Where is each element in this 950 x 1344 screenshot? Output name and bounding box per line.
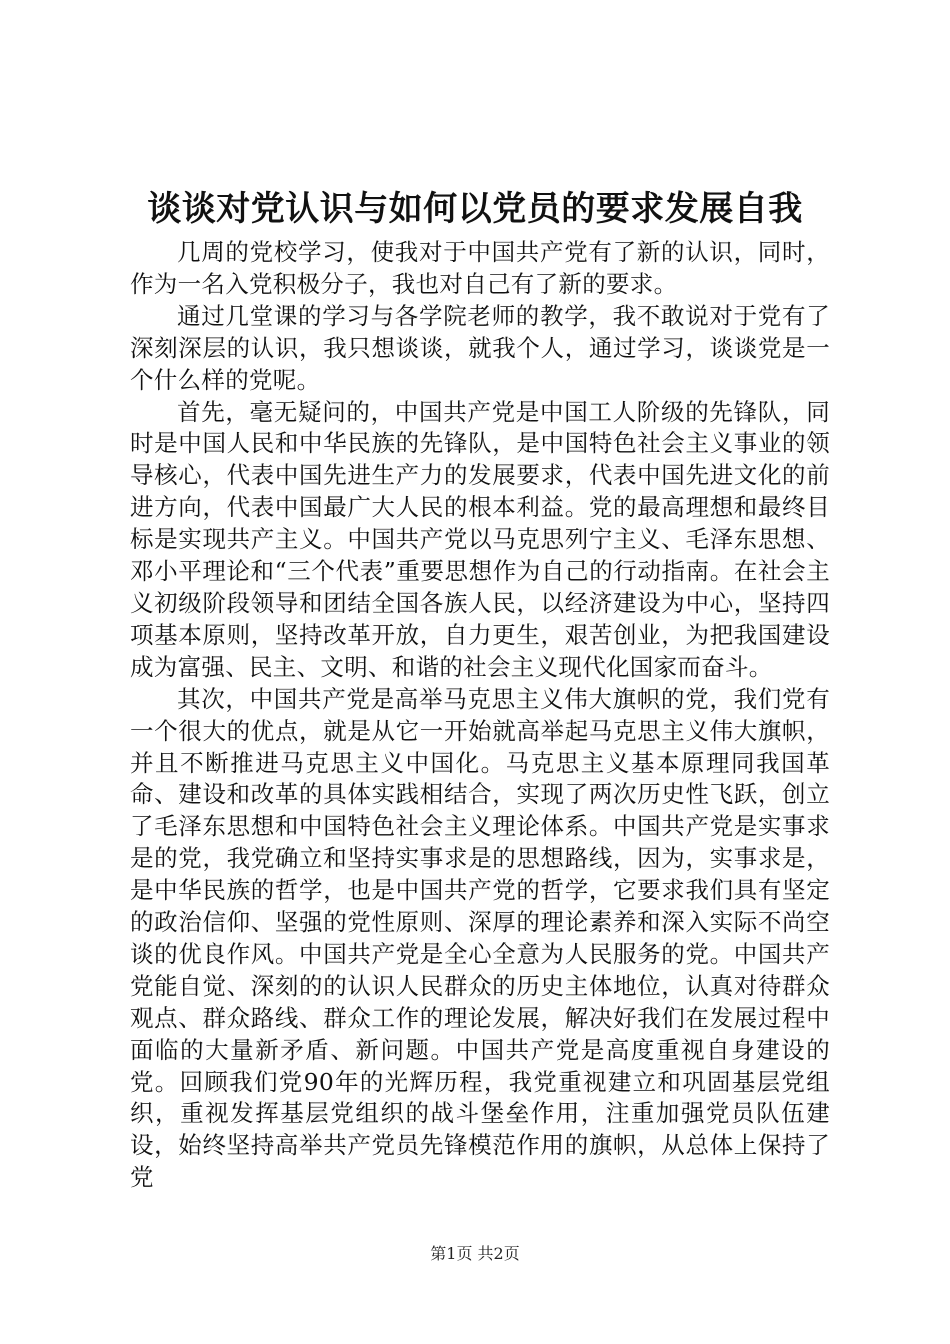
document-title: 谈谈对党认识与如何以党员的要求发展自我 [147,189,803,229]
paragraph-intro: 几周的党校学习，使我对于中国共产党有了新的认识，同时，作为一名入党积极分子，我也对自己有了新的要求。 [130,238,830,298]
paragraph-learning: 通过几堂课的学习与各学院老师的教学，我不敢说对于党有了深刻深层的认识，我只想谈谈，就我个人，通过学习，谈谈党是一个什么样的党呢。 [130,301,830,394]
document-body [130,237,830,1194]
paragraph-second: 其次，中国共产党是高举马克思主义伟大旗帜的党，我们党有一个很大的优点，就是从它一开始就高举起马克思主义伟大旗帜，并且不断推进马克思主义中国化。马克思主义基本原理同我国革命、建设和改革的具体实践相结合，实现了两次历史性飞跃，创立了毛泽东思想和中国特色社会主义理论体系。中国共产党是实事求是的党，我党确立和坚持实事求是的思想路线，因为，实事求是，是中华民族的哲学，也是中国共产党的哲学，它要求我们具有坚定的政治信仰、坚强的党性原则、深厚的理论素养和深入实际不尚空谈的优良作风。中国共产党是全心全意为人民服务的党。中国共产党能自觉、深刻的的认识人民群众的历史主体地位，认真对待群众观点、群众路线、群众工作的理论发展，解决好我们在发展过程中面临的大量新矛盾、新问题。中国共产党是高度重视自身建设的党。回顾我们党90年的光辉历程，我党重视建立和巩固基层党组织，重视发挥基层党组织的战斗堡垒作用，注重加强党员队伍建设，始终坚持高举共产党员先锋模范作用的旗帜，从总体上保持了党 [130,684,830,1192]
page-footer: 第1页 共2页 [430,1244,520,1263]
paragraph-first: 首先，毫无疑问的，中国共产党是中国工人阶级的先锋队，同时是中国人民和中华民族的先锋队，是中国特色社会主义事业的领导核心，代表中国先进生产力的发展要求，代表中国先进文化的前进方向，代表中国最广大人民的根本利益。党的最高理想和最终目标是实现共产主义。中国共产党以马克思列宁主义、毛泽东思想、邓小平理论和“三个代表”重要思想作为自己的行动指南。在社会主义初级阶段领导和团结全国各族人民，以经济建设为中心，坚持四项基本原则，坚持改革开放，自力更生，艰苦创业，为把我国建设成为富强、民主、文明、和谐的社会主义现代化国家而奋斗。 [130,397,830,681]
